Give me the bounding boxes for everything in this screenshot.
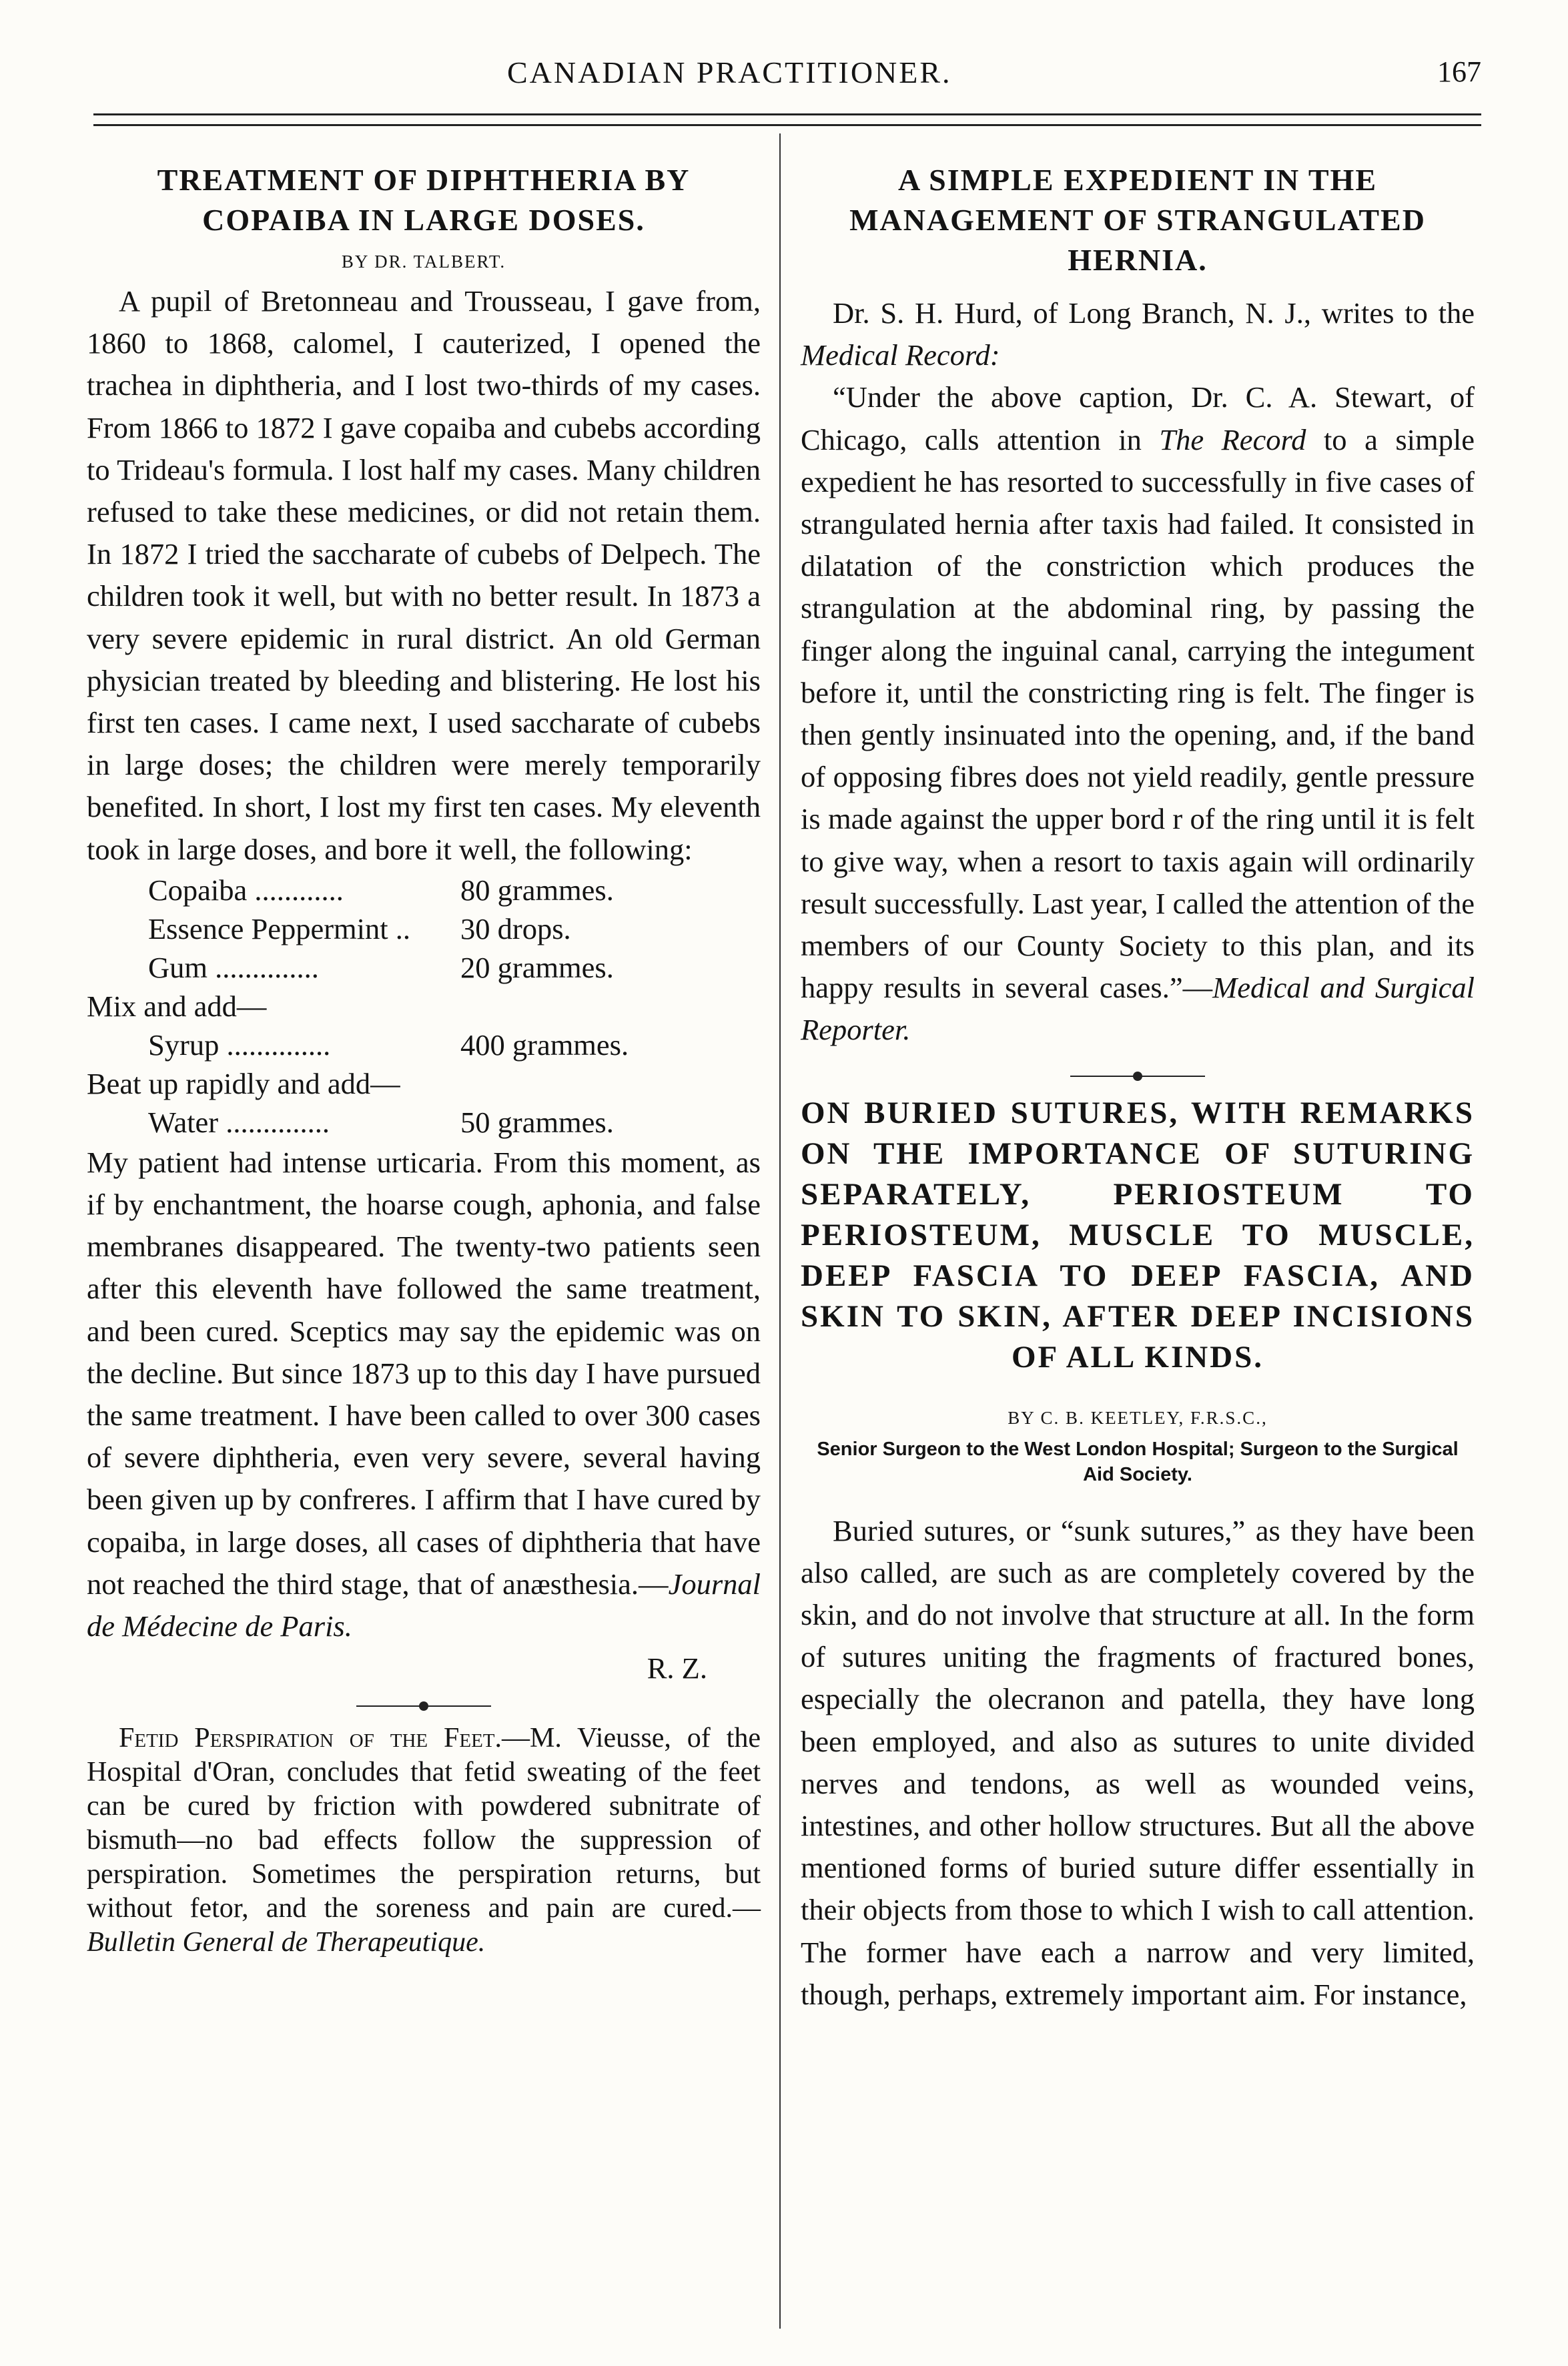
fetid-title: Fetid Perspiration of the Feet.: [119, 1723, 502, 1754]
running-head: [93, 55, 1481, 101]
page-number: 167: [1437, 55, 1481, 88]
recipe-ingredient: Essence Peppermint ..: [148, 911, 410, 945]
hernia-quote-a: “Under the above caption, Dr. C. A. Stewart, of Chicago, calls attention in: [801, 380, 1475, 456]
article-title-diphtheria: TREATMENT OF DIPHTHERIA BY COPAIBA IN LARGE DOSES.: [157, 163, 691, 237]
recipe-table: [87, 871, 761, 1142]
fetid-source: Bulletin General de Therapeutique.: [87, 1927, 486, 1958]
recipe-row: [87, 948, 761, 987]
recipe-ingredient: Gum ..............: [148, 950, 319, 984]
sutures-paragraph: Buried sutures, or “sunk sutures,” as they have been also called, are such as are completely covered by the skin, and do not involve that structure at all. In the form of sutures uniting the fragments of fractured bones, especially the olecranon and patella, they have long been employed, and also as sutures to unite divided nerves and tendons, as well as wounded veins, intestines, and other hollow structures. But all the above mentioned forms of buried suture differ essentially in their objects from those to which I wish to call attention. The former have each a narrow and very limited, though, perhaps, extremely important aim. For instance,: [801, 1513, 1475, 2011]
fetid-body: —M. Vieusse, of the Hospital d'Oran, concludes that fetid sweating of the feet can be cured by friction with powdered subnitrate of bismuth—no bad effects follow the suppression of perspiration. Sometimes the perspiration returns, but without fetor, and the soreness and pain are cured.—: [87, 1723, 761, 1924]
byline-talbert: BY DR. TALBERT.: [341, 252, 506, 272]
recipe-row: [87, 1103, 761, 1142]
recipe-amount: 20 grammes.: [460, 950, 614, 984]
article-title-sutures: ON BURIED SUTURES, WITH REMARKS ON THE IMPORTANCE OF SUTURING SEPARATELY, PERIOSTEUM TO PERIOSTEUM, MUSCLE TO MUSCLE, DEEP FASCIA TO DEEP FASCIA, AND SKIN TO SKIN, AFTER DEEP INCISIONS OF ALL KINDS.: [801, 1095, 1475, 1374]
fetid-paragraph: [87, 1721, 761, 1960]
hernia-quote-source: The Record: [1159, 422, 1306, 456]
separator: [87, 1696, 761, 1715]
recipe-row: [87, 1026, 761, 1064]
byline-keetley: BY C. B. KEETLEY, F.R.S.C.,: [1008, 1407, 1268, 1428]
recipe-row: [87, 871, 761, 909]
hernia-intro-text: Dr. S. H. Hurd, of Long Branch, N. J., writes to the: [833, 296, 1475, 330]
recipe-amount: 50 grammes.: [460, 1105, 614, 1139]
recipe-row: [87, 1064, 761, 1103]
recipe-amount: 30 drops.: [460, 911, 571, 945]
diphtheria-paragraph-1: A pupil of Bretonneau and Trousseau, I gave from, 1860 to 1868, calomel, I cauterized, I opened the trachea in diphtheria, and I lost two-thirds of my cases. From 1866 to 1872 I gave copaiba and cubebs according to Trideau's formula. I lost half my cases. Many children refused to take these medicines, or did not retain them. In 1872 I tried the saccharate of cubebs of Delpech. The children took it well, but with no better result. In 1873 a very severe epidemic in rural district. An old German physician treated by bleeding and blistering. He lost his first ten cases. I came next, I used saccharate of cubebs in large doses; the children were merely temporarily benefited. In short, I lost my first ten cases. My eleventh took in large doses, and bore it well, the following:: [87, 284, 761, 866]
recipe-amount: 80 grammes.: [460, 873, 614, 907]
diphtheria-paragraph-2-text: My patient had intense urticaria. From this moment, as if by enchantment, the hoarse cough, aphonia, and false membranes disappeared. The twenty-two patients seen after this eleventh have followed the same treatment, and been cured. Sceptics may say the epidemic was on the decline. But since 1873 up to this day I have pursued the same treatment. I have been called to over 300 cases of severe diphtheria, even very severe, several having been given up by confreres. I affirm that I have cured by copaiba, in large doses, all cases of diphtheria that have not reached the third stage, that of anæsthesia.—: [87, 1145, 761, 1601]
hernia-intro-source: Medical Record:: [801, 338, 1000, 372]
left-column: [87, 160, 761, 1960]
recipe-ingredient: Syrup ..............: [148, 1028, 331, 1062]
article-title-hernia: A SIMPLE EXPEDIENT IN THE MANAGEMENT OF STRANGULATED HERNIA.: [849, 163, 1426, 277]
right-column: [801, 160, 1475, 2016]
recipe-row: [87, 987, 761, 1026]
separator-2: [801, 1066, 1475, 1085]
recipe-row: [87, 909, 761, 948]
recipe-ingredient: Beat up rapidly and add—: [87, 1066, 400, 1100]
recipe-ingredient: Copaiba ............: [148, 873, 344, 907]
header-rule-top: [93, 113, 1481, 115]
hernia-quote: [801, 376, 1475, 1051]
hernia-quote-b: to a simple expedient he has resorted to successfully in five cases of strangulated hernia after taxis had failed. It consisted in dilatation of the constriction which produces the strangulation at the abdominal ring, by passing the finger along the inguinal canal, carrying the integument before it, until the constricting ring is felt. The finger is then gently insinuated into the opening, and, if the band of opposing fibres does not yield readily, gentle pressure is made against the upper bord r of the ring until it is felt to give way, when a resort to taxis again will ordinarily result successfully. Last year, I called the attention of the members of our County Society to this plan, and its happy results in several cases.”—: [801, 422, 1475, 1005]
recipe-ingredient: Water ..............: [148, 1105, 330, 1139]
hernia-end-source: Medical and Surgical Reporter.: [801, 971, 1475, 1047]
recipe-amount: 400 grammes.: [460, 1028, 629, 1062]
running-title: CANADIAN PRACTITIONER.: [507, 55, 952, 89]
hernia-intro: [801, 292, 1475, 376]
diphtheria-source: Journal de Médecine de Paris.: [87, 1567, 761, 1643]
header-rule-bottom: [93, 124, 1481, 126]
diphtheria-paragraph-2: [87, 1142, 761, 1647]
affiliation: Senior Surgeon to the West London Hospital; Surgeon to the Surgical Aid Society.: [817, 1438, 1459, 1485]
column-divider: [779, 133, 781, 2329]
signoff: R. Z.: [647, 1651, 707, 1685]
recipe-ingredient: Mix and add—: [87, 989, 267, 1023]
